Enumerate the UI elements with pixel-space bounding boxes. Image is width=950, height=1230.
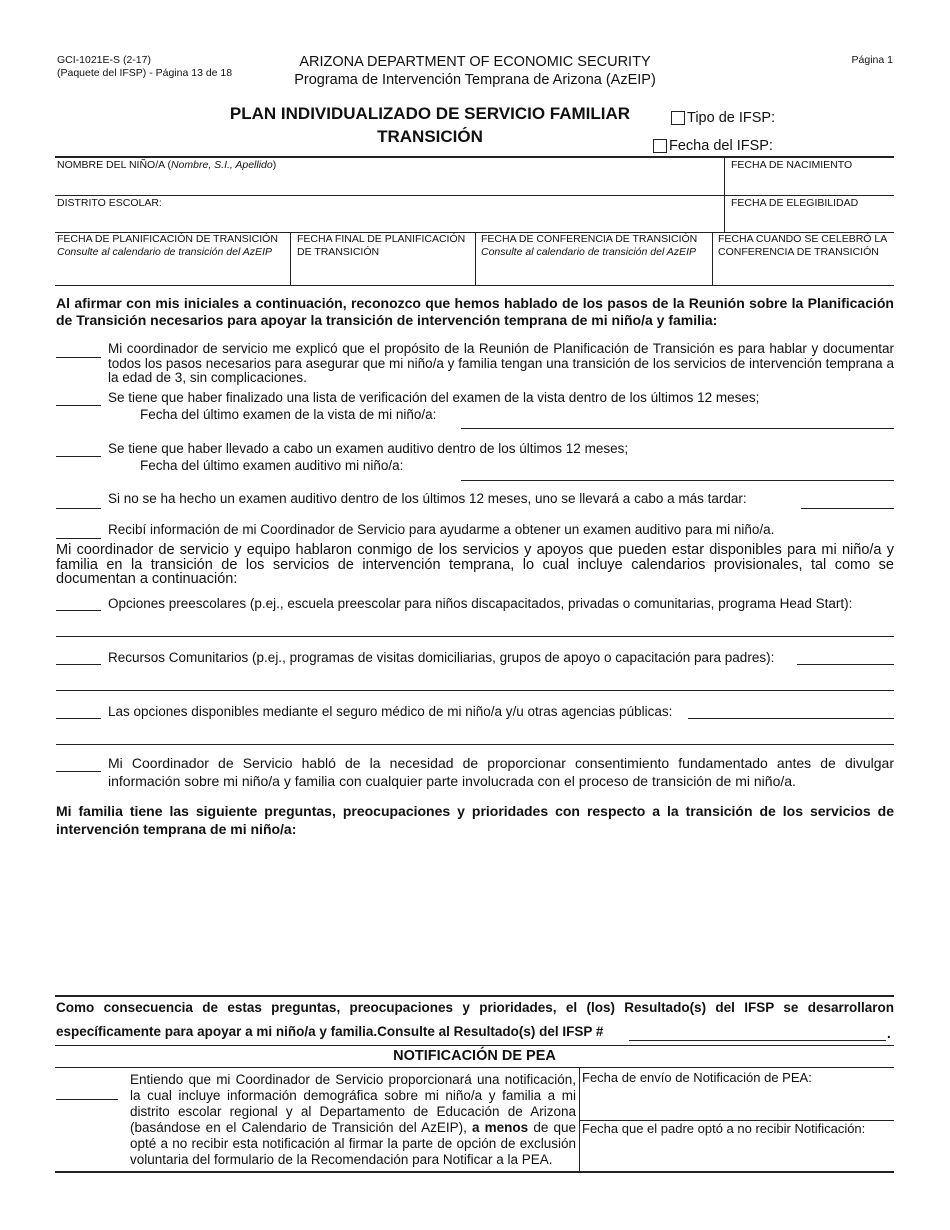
insurance-options-field[interactable] — [688, 718, 894, 719]
pea-heading: NOTIFICACIÓN DE PEA — [393, 1048, 556, 1064]
family-questions-heading: Mi familia tiene las siguiente preguntas, preocupaciones y prioridades con respecto a la transición de los servicios de intervención temprana de mi niño/a: — [56, 803, 894, 837]
child-name-field[interactable] — [57, 174, 717, 194]
pea-bottom-border — [55, 1171, 894, 1173]
vision-check-text: Se tiene que haber finalizado una lista de verificación del examen de la vista dentro de los últimos 12 meses; — [108, 390, 760, 405]
pea-optout-date-label: Fecha que el padre optó a no recibir Notificación: — [582, 1121, 866, 1136]
preschool-options-text: Opciones preescolares (p.ej., escuela preescolar para niños discapacitados, privadas o comunitarias, programa Head Start): — [108, 596, 853, 611]
eligibility-date-field[interactable] — [728, 211, 892, 231]
school-district-field[interactable] — [57, 211, 717, 231]
family-questions-field[interactable] — [56, 840, 894, 990]
acknowledgement-intro: Al afirmar con mis iniciales a continuación, reconozco que hemos hablado de los pasos de la Reunión sobre la Planificación de Transición necesarios para apoyar la transición de intervención temprana de mi niño/a y familia: — [56, 295, 894, 328]
section-divider — [55, 995, 894, 997]
hearing-date-field[interactable] — [461, 480, 894, 481]
hearing-later-text: Si no se ha hecho un examen auditivo dentro de los últimos 12 meses, uno se llevará a cabo a más tardar: — [108, 491, 747, 506]
program-name: Programa de Intervención Temprana de Arizona (AzEIP) — [294, 72, 656, 88]
school-district-label: DISTRITO ESCOLAR: — [57, 197, 162, 209]
form-title: PLAN INDIVIDUALIZADO DE SERVICIO FAMILIAR — [229, 104, 631, 123]
hearing-date-label: Fecha del último examen auditivo mi niño/a: — [140, 458, 404, 473]
birth-date-field[interactable] — [728, 174, 892, 194]
conference-held-date-label[interactable]: FECHA CUANDO SE CELEBRÓ LA CONFERENCIA DE TRANSICIÓN — [718, 233, 887, 258]
packet-reference: (Paquete del IFSP) - Página 13 de 18 — [57, 67, 233, 79]
consent-text: Mi Coordinador de Servicio habló de la necesidad de proporcionar consentimiento fundamentado antes de divulgar información sobre mi niño/a y familia con cualquier parte involucrada con el proceso de transición de mi niño/a. — [108, 755, 894, 789]
outcomes-period: . — [887, 1026, 891, 1041]
pea-sent-date-field[interactable] — [582, 1088, 892, 1118]
initials-blank[interactable] — [56, 771, 101, 772]
outcomes-line-1: Como consecuencia de estas preguntas, preocupaciones y prioridades, el (los) Resultado(s) del IFSP se desarrollaron — [56, 1000, 894, 1015]
pea-statement: Entiendo que mi Coordinador de Servicio proporcionará una notificación, la cual incluye información demográfica sobre mi niño/a y familia a mi distrito escolar regional y al Departamento de Educación de Arizona (basándose en el Calendario de Transición del AzEIP), a menos de que opté a no recibir esta notificación al firmar la parte de opción de exclusión voluntaria del formulario de la Recomendación para Notificar a la PEA. — [130, 1072, 576, 1167]
pea-sent-date-label: Fecha de envío de Notificación de PEA: — [582, 1070, 812, 1085]
final-planning-date-label[interactable]: FECHA FINAL DE PLANIFICACIÓN DE TRANSICIÓN — [297, 233, 466, 258]
initials-blank[interactable] — [56, 718, 101, 719]
grid-divider — [712, 233, 713, 285]
community-resources-field[interactable] — [56, 690, 894, 691]
initials-blank[interactable] — [56, 357, 101, 358]
community-resources-text: Recursos Comunitarios (p.ej., programas de visitas domiciliarias, grupos de apoyo o capacitación para padres): — [108, 650, 775, 665]
initials-blank[interactable] — [56, 610, 101, 611]
ifsp-type-label: Tipo de IFSP: — [687, 110, 776, 126]
hearing-info-text: Recibí información de mi Coordinador de Servicio para ayudarme a obtener un examen auditivo para mi niño/a. — [108, 522, 775, 537]
pea-optout-date-field[interactable] — [582, 1139, 892, 1169]
preschool-options-field[interactable] — [56, 636, 894, 637]
initials-blank[interactable] — [56, 664, 101, 665]
form-subtitle: TRANSICIÓN — [377, 127, 483, 146]
initials-blank[interactable] — [56, 508, 101, 509]
grid-row-divider — [55, 195, 894, 196]
pea-top-border — [55, 1045, 894, 1046]
grid-bottom-border — [55, 285, 894, 286]
vision-date-label: Fecha del último examen de la vista de mi niño/a: — [140, 407, 437, 422]
form-code: GCI-1021E-S (2-17) — [57, 54, 151, 66]
conference-date-label[interactable]: FECHA DE CONFERENCIA DE TRANSICIÓN Consulte al calendario de transición del AzEIP — [481, 233, 698, 258]
ifsp-type-checkbox[interactable] — [671, 111, 685, 125]
hearing-exam-text: Se tiene que haber llevado a cabo un examen auditivo dentro de los últimos 12 meses; — [108, 441, 629, 456]
pea-heading-border — [55, 1067, 894, 1068]
ifsp-date-label: Fecha del IFSP: — [669, 138, 773, 154]
community-resources-field[interactable] — [797, 664, 894, 665]
initials-blank[interactable] — [56, 1099, 118, 1100]
grid-top-border — [55, 156, 894, 158]
agency-name: ARIZONA DEPARTMENT OF ECONOMIC SECURITY — [299, 54, 651, 70]
insurance-options-field[interactable] — [56, 744, 894, 745]
page-number: Página 1 — [851, 54, 893, 66]
insurance-options-text: Las opciones disponibles mediante el seguro médico de mi niño/a y/u otras agencias públicas: — [108, 704, 673, 719]
outcomes-line-2: específicamente para apoyar a mi niño/a y familia.Consulte al Resultado(s) del IFSP # — [56, 1024, 604, 1039]
birth-date-label: FECHA DE NACIMIENTO — [731, 159, 853, 171]
services-intro: Mi coordinador de servicio y equipo hablaron conmigo de los servicios y apoyos que pueden estar disponibles para mi niño/a y familia en la transición de los servicios de intervención temprana, lo cual incluye calendarios provisionales, tal como se documentan a continuación: — [56, 542, 894, 587]
purpose-text: Mi coordinador de servicio me explicó que el propósito de la Reunión de Planificación de Transición es para hablar y documentar todos los pasos necesarios para asegurar que mi niño/a y familia tengan una transición de los servicios de intervención temprana a la edad de 3, sin complicaciones. — [108, 341, 894, 385]
ifsp-outcome-number-field[interactable] — [629, 1040, 886, 1041]
vision-date-field[interactable] — [461, 428, 894, 429]
ifsp-date-checkbox[interactable] — [653, 139, 667, 153]
eligibility-date-label: FECHA DE ELEGIBILIDAD — [731, 197, 859, 209]
grid-divider — [290, 233, 291, 285]
initials-blank[interactable] — [56, 538, 101, 539]
child-name-label: NOMBRE DEL NIÑO/A (Nombre, S.I., Apellido) — [57, 159, 277, 171]
transition-planning-date-label[interactable]: FECHA DE PLANIFICACIÓN DE TRANSICIÓN Consulte al calendario de transición del AzEIP — [57, 233, 278, 258]
initials-blank[interactable] — [56, 405, 101, 406]
hearing-later-date-field[interactable] — [801, 508, 894, 509]
grid-divider — [475, 233, 476, 285]
initials-blank[interactable] — [56, 456, 101, 457]
